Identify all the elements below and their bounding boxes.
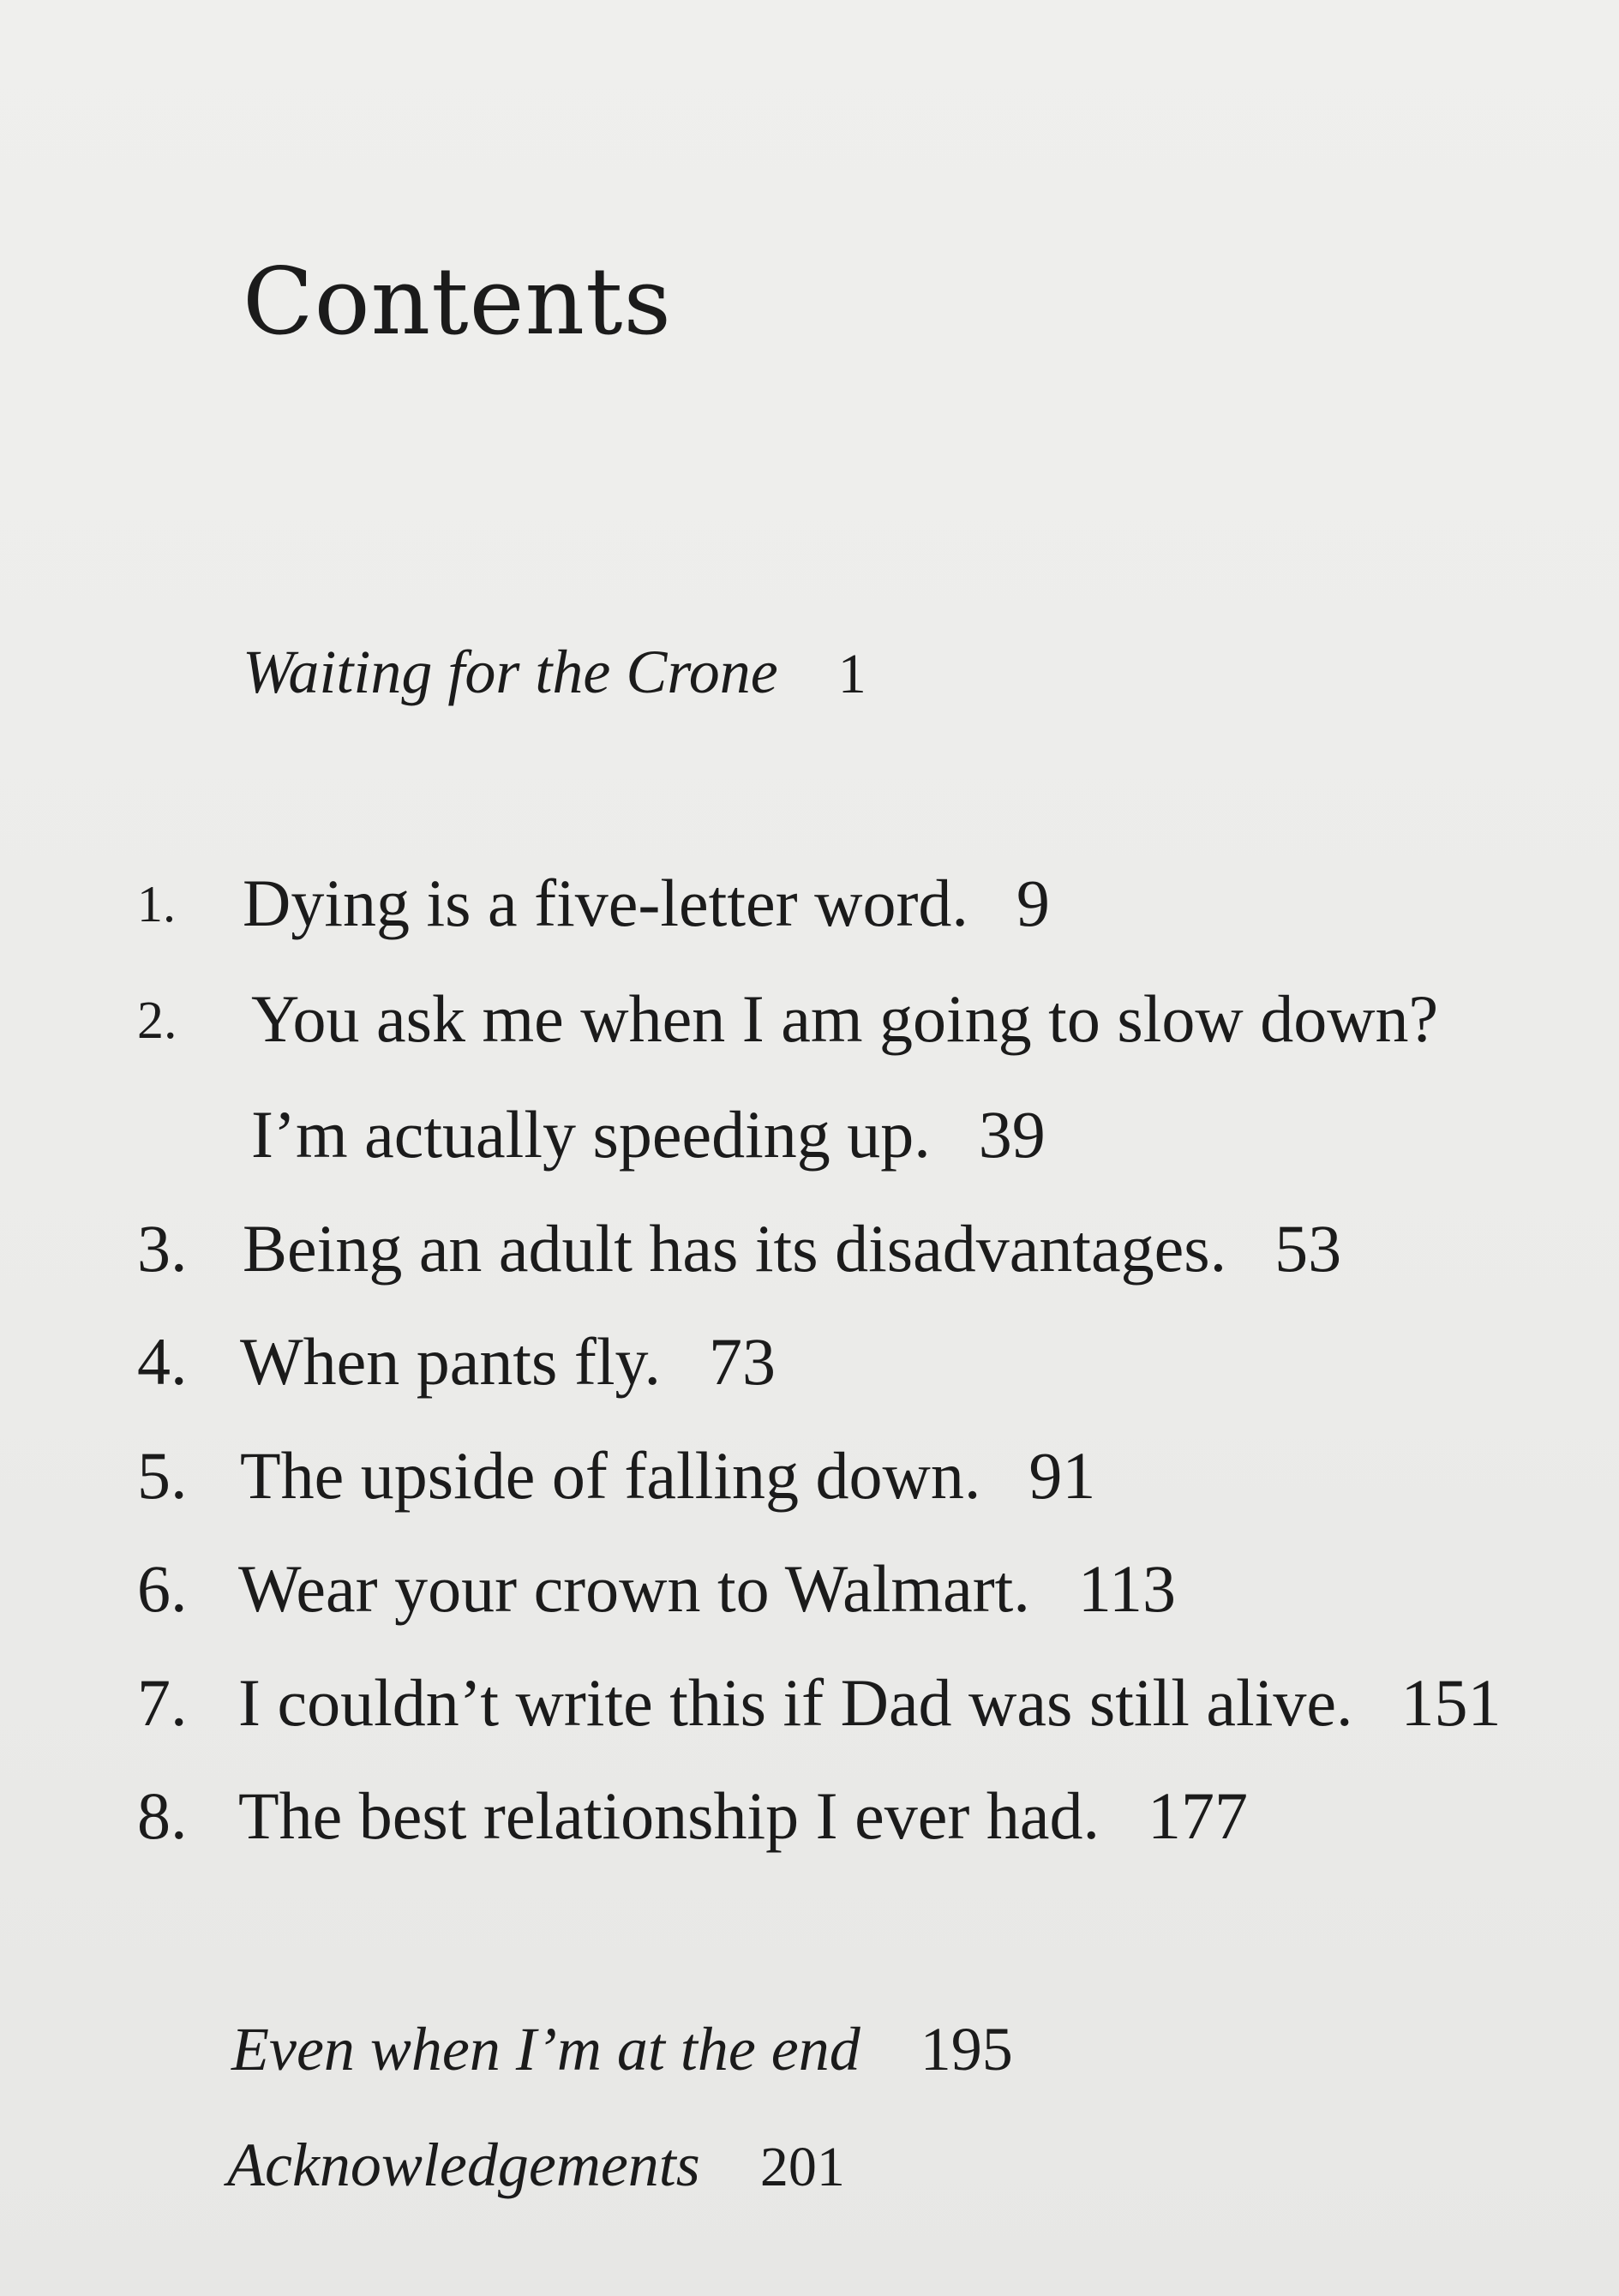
toc-entry-chapter-5	[137, 1438, 1096, 1513]
entry-page: 73	[708, 1324, 776, 1399]
entry-title: Wear your crown to Walmart.	[238, 1551, 1030, 1626]
toc-entry-chapter-1	[137, 866, 1050, 940]
entry-title: The best relationship I ever had.	[238, 1778, 1100, 1853]
entry-page: 39	[978, 1097, 1046, 1172]
entry-title: Dying is a five-letter word.	[243, 866, 968, 940]
entry-page: 113	[1077, 1551, 1176, 1626]
entry-page: 91	[1028, 1438, 1096, 1513]
toc-entry-chapter-4	[137, 1324, 776, 1399]
toc-entry-front	[243, 638, 866, 706]
entry-page: 1	[837, 643, 866, 705]
chapter-number: 6.	[137, 1551, 188, 1626]
entry-page: 201	[759, 2136, 845, 2198]
entry-title-line2: I’m actually speeding up.	[251, 1097, 931, 1172]
entry-page: 9	[1016, 866, 1050, 940]
entry-title: Even when I’m at the end	[231, 2015, 860, 2083]
entry-title: Acknowledgements	[227, 2131, 700, 2199]
chapter-number: 3.	[137, 1211, 188, 1286]
entry-title: The upside of falling down.	[240, 1438, 981, 1513]
toc-entry-chapter-2	[137, 981, 1439, 1056]
toc-entry-chapter-7	[137, 1665, 1502, 1740]
entry-page: 151	[1400, 1665, 1502, 1740]
chapter-number: 8.	[137, 1778, 188, 1853]
entry-page: 53	[1274, 1211, 1342, 1286]
chapter-number: 2.	[137, 992, 177, 1050]
entry-title: When pants fly.	[240, 1324, 661, 1399]
page-title: Contents	[243, 249, 672, 356]
chapter-number: 4.	[137, 1324, 188, 1399]
toc-entry-chapter-2-continued	[251, 1097, 1046, 1172]
toc-entry-back-2	[227, 2131, 845, 2199]
chapter-number: 5.	[137, 1438, 188, 1513]
chapter-number: 7.	[137, 1665, 188, 1740]
entry-title: Being an adult has its disadvantages.	[243, 1211, 1227, 1286]
entry-page: 195	[920, 2015, 1013, 2083]
toc-entry-back-1	[231, 2015, 1013, 2083]
entry-page: 177	[1147, 1778, 1248, 1853]
entry-title: Waiting for the Crone	[243, 638, 778, 706]
toc-entry-chapter-3	[137, 1211, 1342, 1286]
entry-title: You ask me when I am going to slow down?	[251, 981, 1439, 1056]
chapter-number: 1.	[137, 876, 176, 932]
toc-entry-chapter-8	[137, 1778, 1248, 1853]
toc-entry-chapter-6	[137, 1551, 1176, 1626]
entry-title: I couldn’t write this if Dad was still alive.	[238, 1665, 1353, 1740]
